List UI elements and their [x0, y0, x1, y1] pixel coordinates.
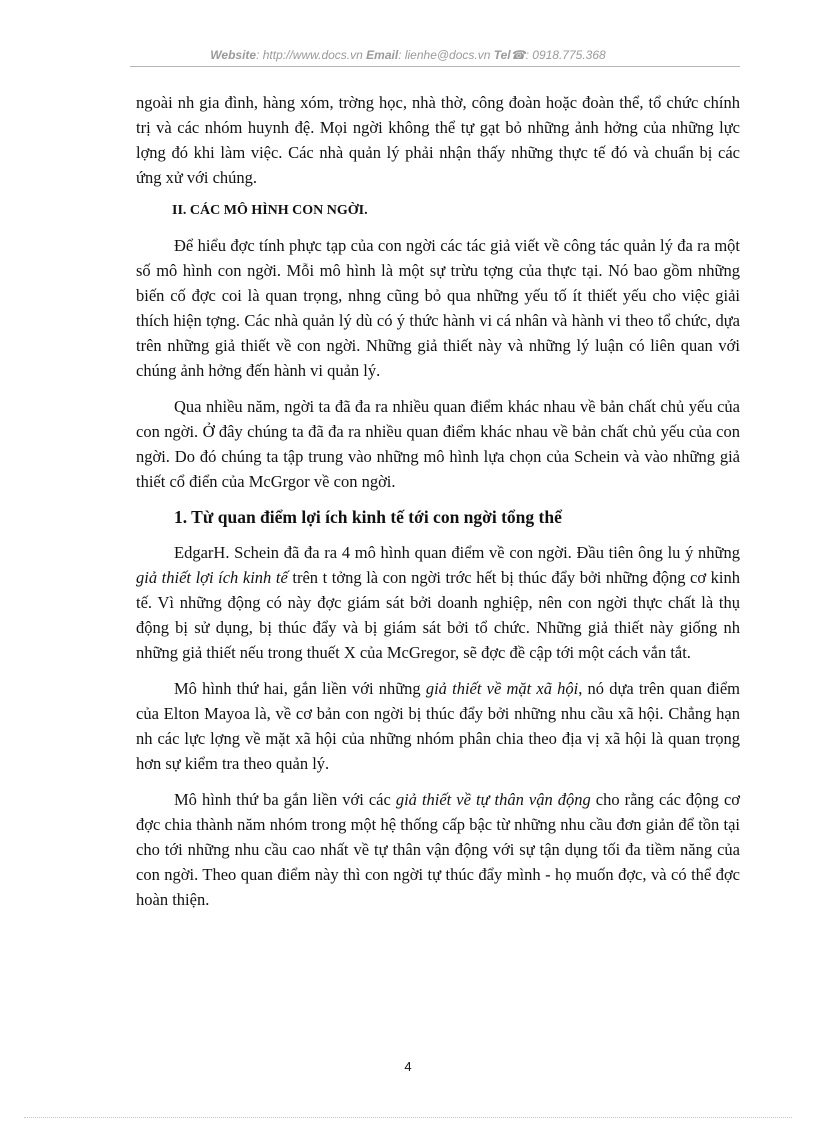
- text-run: EdgarH. Schein đã đa ra 4 mô hình quan điểm về con ngời. Đầu tiên ông lu ý những: [174, 543, 740, 562]
- section-heading: II. CÁC MÔ HÌNH CON NGỜI.: [172, 203, 368, 218]
- paragraph: [136, 676, 740, 776]
- footer-divider: [24, 1117, 792, 1118]
- page-number: 4: [404, 1059, 412, 1074]
- paragraph: [136, 540, 740, 665]
- emphasis-text: giả thiết lợi ích kinh tế: [136, 568, 288, 587]
- paragraph-continuation: ngoài nh gia đình, hàng xóm, trờng học, nhà thờ, công đoàn hoặc đoàn thể, tổ chức chính trị và các nhóm huynh đệ. Mọi ngời không thể tự gạt bỏ những ảnh hởng của những lực lợng đó khi làm việc. Các nhà quản lý phải nhận thấy những thực tế đó và chuẩn bị các ứng xử với chúng.: [136, 93, 740, 187]
- website-label: Website: [210, 48, 257, 62]
- tel-label: Tel: [493, 48, 511, 62]
- email-value: : lienhe@docs.vn: [398, 48, 491, 62]
- paragraph: Để hiểu đợc tính phực tạp của con ngời các tác giả viết về công tác quản lý đa ra một số mô hình con ngời. Mỗi mô hình là một sự trừu tợng của thực tại. Nó bao gồm những biến cố đợc coi là quan trọng, nhng cũng bỏ qua những yếu tố ít thiết yếu cho việc giải thích hiện tợng. Các nhà quản lý dù có ý thức hành vi cá nhân và hành vi theo tổ chức, dựa trên những giả thiết về con ngời. Những giả thiết này và những lý luận có liên quan với chúng ảnh hởng đến hành vi quản lý.: [136, 236, 740, 380]
- paragraph: Qua nhiều năm, ngời ta đã đa ra nhiều quan điểm khác nhau về bản chất chủ yếu của con ngời. Ở đây chúng ta đã đa ra nhiều quan điểm khác nhau về bản chất chủ yếu của con ngời. Do đó chúng ta tập trung vào những mô hình lựa chọn của Schein và vào những giả thiết cổ điển của McGrgor về con ngời.: [136, 397, 740, 491]
- page-header: [0, 48, 816, 62]
- text-run: cho rằng các động cơ đợc chia thành năm nhóm trong một hệ thống cấp bậc từ những nhu cầu đơn giản để tồn tại cho tới những nhu cầu cao nhất về tự thân vận động với sự tận dụng tối đa tiềm năng của con ngời. Theo quan điểm này thì con ngời tự thúc đẩy mình - họ muốn đợc, và có thể đợc hoàn thiện.: [136, 790, 740, 909]
- text-run: Mô hình thứ hai, gắn liền với những: [174, 679, 426, 698]
- website-value: : http://www.docs.vn: [256, 48, 363, 62]
- subsection-heading: 1. Từ quan điểm lợi ích kinh tế tới con ngời tổng thể: [174, 507, 562, 527]
- text-run: Mô hình thứ ba gắn liền với các: [174, 790, 396, 809]
- emphasis-text: giả thiết về mặt xã hội: [425, 679, 579, 698]
- text-run: trên t tởng là con ngời trớc hết bị thúc đẩy bởi những động cơ kinh tế. Vì những động có này đợc giám sát bởi doanh nghiệp, nên con ngời thực chất là thụ động bị sử dụng, bị thúc đẩy và bị giám sát bởi tổ chức. Những giả thiết này giống nh những giả thiết nếu trong thuết X của McGregor, sẽ đợc đề cập tới một cách vắn tắt.: [136, 568, 741, 662]
- text-run: , nó dựa trên quan điểm của Elton Mayoa là, về cơ bản con ngời bị thúc đẩy bởi những nhu cầu xã hội. Chẳng hạn nh các lực lợng về mặt xã hội của những nhóm phân chia theo địa vị xã hội là quan trọng hơn sự kiểm tra theo quản lý.: [136, 679, 741, 773]
- page-body: [136, 90, 740, 923]
- emphasis-text: giả thiết về tự thân vận động: [395, 790, 591, 809]
- tel-value: ☎: 0918.775.368: [510, 48, 606, 62]
- paragraph: [136, 787, 740, 912]
- email-label: Email: [366, 48, 399, 62]
- header-divider: [130, 66, 740, 67]
